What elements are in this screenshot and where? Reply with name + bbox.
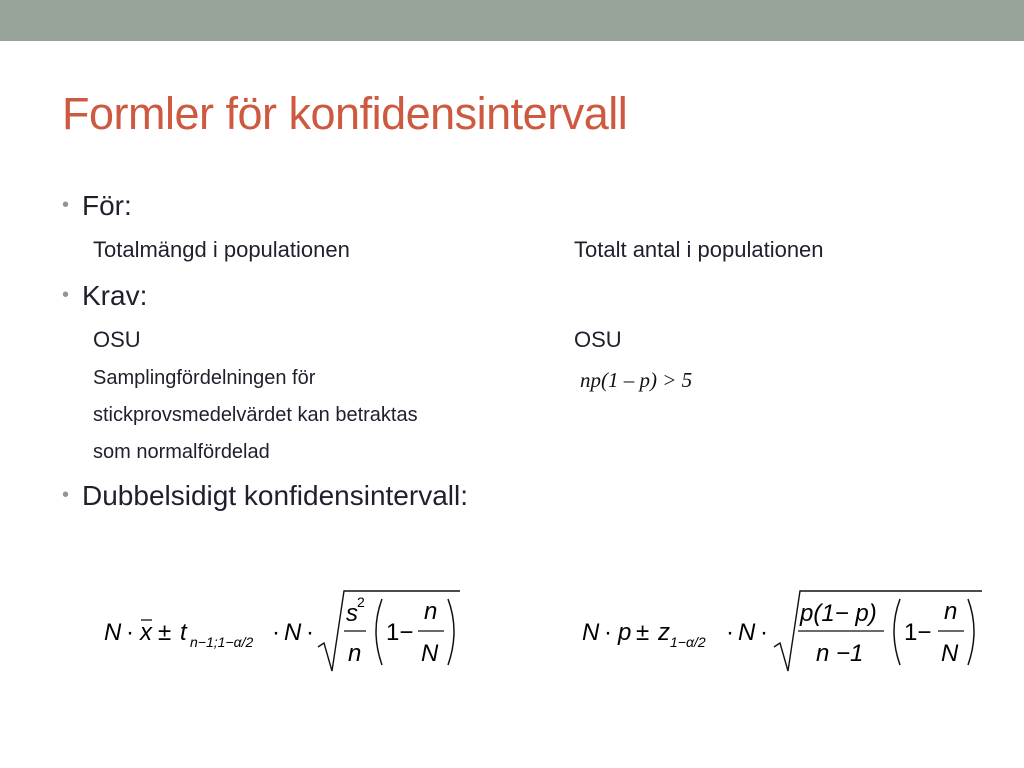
formula-n: n [944, 598, 958, 625]
krav-right-osu: OSU [574, 327, 622, 352]
formula-t: t [180, 619, 187, 646]
formula-s: s [346, 600, 358, 627]
formula-right-paren [448, 599, 454, 665]
formula-one-minus: 1− [904, 619, 932, 646]
formula-denominator: n −1 [816, 640, 864, 667]
formula-z-subscript: 1−α/2 [670, 634, 706, 650]
formula-numerator: p(1− p) [800, 600, 877, 627]
formula-dot: · [604, 619, 612, 646]
formula-pm: ± [636, 619, 650, 646]
formula-proportion-total [578, 585, 988, 675]
top-accent-bar [0, 0, 1024, 41]
formula-right-paren [968, 599, 974, 665]
bullet-for-label: För: [82, 190, 132, 221]
formula-s-exponent: 2 [357, 594, 365, 610]
formula-p: p [618, 619, 632, 646]
for-right-text: Totalt antal i populationen [574, 237, 824, 262]
krav-left-line-1: Samplingfördelningen för [93, 367, 316, 389]
formula-dot: · [272, 619, 280, 646]
krav-right-condition: np(1 – p) > 5 [580, 368, 693, 392]
bullet-dot-icon: • [62, 284, 70, 306]
formula-one-minus: 1− [386, 619, 414, 646]
krav-left-line-2: stickprovsmedelvärdet kan betraktas [93, 404, 418, 426]
bullet-dot-icon: • [62, 194, 70, 216]
formula-n: n [424, 598, 438, 625]
slide-title: Formler för konfidensintervall [62, 88, 628, 139]
formula-N: N [738, 619, 756, 646]
formula-N: N [582, 619, 600, 646]
bullet-for [62, 190, 132, 222]
formula-N: N [284, 619, 302, 646]
formula-left-paren [894, 599, 900, 665]
formula-N: N [421, 640, 439, 667]
formula-t-subscript: n−1;1−α/2 [190, 634, 254, 650]
bullet-krav [62, 280, 147, 312]
formula-z: z [658, 619, 670, 646]
formula-dot: · [126, 619, 134, 646]
formula-N: N [941, 640, 959, 667]
formula-n: n [348, 640, 362, 667]
formula-dot: · [726, 619, 734, 646]
formula-dot: · [760, 619, 768, 646]
formula-left-paren [376, 599, 382, 665]
formula-pm: ± [158, 619, 172, 646]
formula-xbar: x [140, 619, 152, 646]
krav-left-line-3: som normalfördelad [93, 441, 270, 463]
bullet-dubbelsidigt [62, 480, 468, 512]
for-left-text: Totalmängd i populationen [93, 237, 350, 262]
bullet-dubbelsidigt-label: Dubbelsidigt konfidensintervall: [82, 480, 468, 511]
formula-N: N [104, 619, 122, 646]
krav-left-osu: OSU [93, 327, 141, 352]
formula-mean-total [100, 585, 470, 675]
formula-dot: · [306, 619, 314, 646]
bullet-krav-label: Krav: [82, 280, 148, 311]
bullet-dot-icon: • [62, 484, 70, 506]
